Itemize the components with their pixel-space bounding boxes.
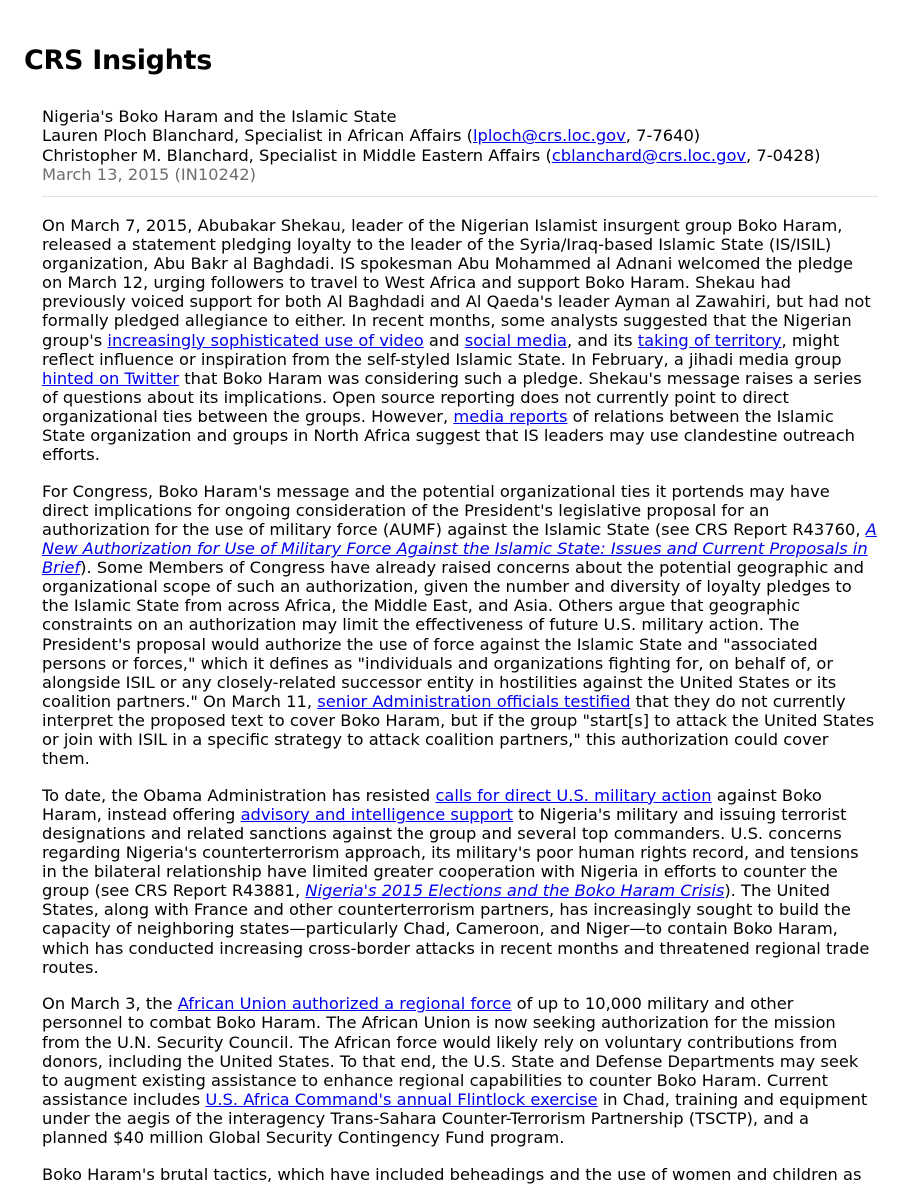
link-military-action[interactable]: calls for direct U.S. military action — [435, 785, 712, 805]
paragraph-text: that they do not currently interpret the proposed text to cover Boko Haram, but if the group "start[s] to attack the United States or join with ISIL in a specific strategy to attack coalition partners," this authorization could cover them. — [42, 691, 875, 769]
link-flintlock-exercise[interactable]: U.S. Africa Command's annual Flintlock exercise — [205, 1089, 598, 1109]
publication-date: March 13, 2015 (IN10242) — [42, 165, 256, 185]
author-2-phone: , 7-0428) — [746, 145, 821, 165]
link-african-union-force[interactable]: African Union authorized a regional force — [177, 994, 512, 1014]
paragraph-text: , and its — [567, 330, 638, 350]
paragraph-text: Boko Haram's brutal tactics, which have included beheadings and the use of women and children as — [42, 1164, 862, 1184]
article-title: Nigeria's Boko Haram and the Islamic State — [42, 107, 397, 126]
author-line-1 — [42, 126, 878, 145]
paragraph-text: of relations between the Islamic State organization and groups in North Africa suggest that IS leaders may use clandestine outreach efforts. — [42, 406, 855, 465]
paragraph-text: On March 7, 2015, Abubakar Shekau, leader of the Nigerian Islamist insurgent group Boko Haram, released a statement pledging loyalty to the leader of the Syria/Iraq-based Islamic State (IS/ISIL) organization, Abu Bakr al Baghdadi. IS spokesman Abu Mohammed al Adnani welcomed the pledge on March 12, urging followers to travel to West Africa and support Boko Haram. Shekau had previously voiced support for both Al Baghdadi and Al Qaeda's leader Ayman al Zawahiri, but had not formally pledged allegiance to either. In recent months, some analysts suggested that the Nigerian group's — [42, 216, 871, 350]
paragraph-text: that Boko Haram was considering such a pledge. Shekau's message raises a series of questions about its implications. Open source reporting does not currently point to direct organizational ties between the groups. However, — [42, 368, 862, 426]
link-sophisticated-video[interactable]: increasingly sophisticated use of video — [107, 330, 424, 350]
paragraph-text: ). The United States, along with France and other counterterrorism partners, has increasingly sought to build the capacity of neighboring states—particularly Chad, Cameroon, and Niger—to contain Boko Haram, which has conducted increasing cross-border attacks in recent months and threatened regional trade routes. — [42, 881, 870, 977]
paragraph-text: For Congress, Boko Haram's message and the potential organizational ties it portends may have direct implications for ongoing consideration of the President's legislative proposal for an authorization for the use of military force (AUMF) against the Islamic State (see CRS Report R43760, — [42, 481, 866, 539]
link-media-reports[interactable]: media reports — [453, 406, 568, 426]
link-taking-territory[interactable]: taking of territory — [637, 330, 782, 350]
paragraph-text: , might reflect influence or inspiration from the self-styled Islamic State. In February, a jihadi media group — [42, 330, 842, 369]
paragraph-text: To date, the Obama Administration has resisted — [42, 785, 436, 805]
paragraph-1 — [42, 216, 878, 464]
paragraph-text: ). Some Members of Congress have already raised concerns about the potential geographic and organizational scope of such an authorization, given the number and diversity of loyalty pledges to the Islamic State from across Africa, the Middle East, and Asia. Others argue that geographic constraints on an authorization may limit the effectiveness of future U.S. military action. The President's proposal would authorize the use of force against the Islamic State and "associated persons or forces," which it defines as "individuals and organizations fighting for, on behalf of, or alongside ISIL or any closely-related successor entity in hostilities against the United States or its coalition partners." On March 11, — [42, 558, 864, 711]
author-2-email-link[interactable]: cblanchard@crs.loc.gov — [551, 145, 747, 165]
paragraph-text: to Nigeria's military and issuing terrorist designations and related sanctions against the group and several top commanders. U.S. concerns regarding Nigeria's counterterrorism approach, its military's poor human rights record, and tensions in the bilateral relationship have limited greater cooperation with Nigeria in efforts to counter the group (see CRS Report R43881, — [42, 804, 859, 901]
link-hinted-twitter[interactable]: hinted on Twitter — [42, 368, 180, 388]
link-advisory-support[interactable]: advisory and intelligence support — [240, 804, 513, 824]
page-title: CRS Insights — [24, 45, 212, 76]
link-aumf-report[interactable]: A New Authorization for Use of Military Force Against the Islamic State: Issues and Current Proposals in Brief — [42, 520, 877, 578]
link-officials-testified[interactable]: senior Administration officials testified — [317, 691, 631, 711]
author-line-2 — [42, 146, 878, 165]
paragraph-text: On March 3, the — [42, 994, 178, 1014]
paragraph-2 — [42, 482, 878, 768]
paragraph-text: in Chad, training and equipment under the aegis of the interagency Trans-Sahara Counter-Terrorism Partnership (TSCTP), and a planned $40 million Global Security Contingency Fund program. — [42, 1089, 868, 1147]
paragraph-text: of up to 10,000 military and other personnel to combat Boko Haram. The African Union is now seeking authorization for the mission from the U.N. Security Council. The African force would likely rely on voluntary contributions from donors, including the United States. To that end, the U.S. State and Defense Departments may seek to augment existing assistance to enhance regional capabilities to counter Boko Haram. Current assistance includes — [42, 994, 859, 1109]
author-1-text: Lauren Ploch Blanchard, Specialist in African Affairs ( — [42, 126, 474, 146]
paragraph-4 — [42, 994, 878, 1147]
author-1-email-link[interactable]: lploch@crs.loc.gov — [473, 126, 626, 146]
link-nigeria-elections-report[interactable]: Nigeria's 2015 Elections and the Boko Haram Crisis — [305, 881, 725, 901]
article-header — [42, 107, 878, 197]
author-1-phone: , 7-7640) — [625, 126, 701, 146]
paragraph-text: against Boko Haram, instead offering — [42, 785, 822, 824]
author-2-text: Christopher M. Blanchard, Specialist in Middle Eastern Affairs ( — [42, 145, 552, 165]
article-body — [42, 216, 878, 1201]
paragraph-text: and — [423, 330, 465, 350]
link-social-media[interactable]: social media — [464, 330, 568, 350]
paragraph-3 — [42, 786, 878, 977]
paragraph-5 — [42, 1165, 878, 1184]
